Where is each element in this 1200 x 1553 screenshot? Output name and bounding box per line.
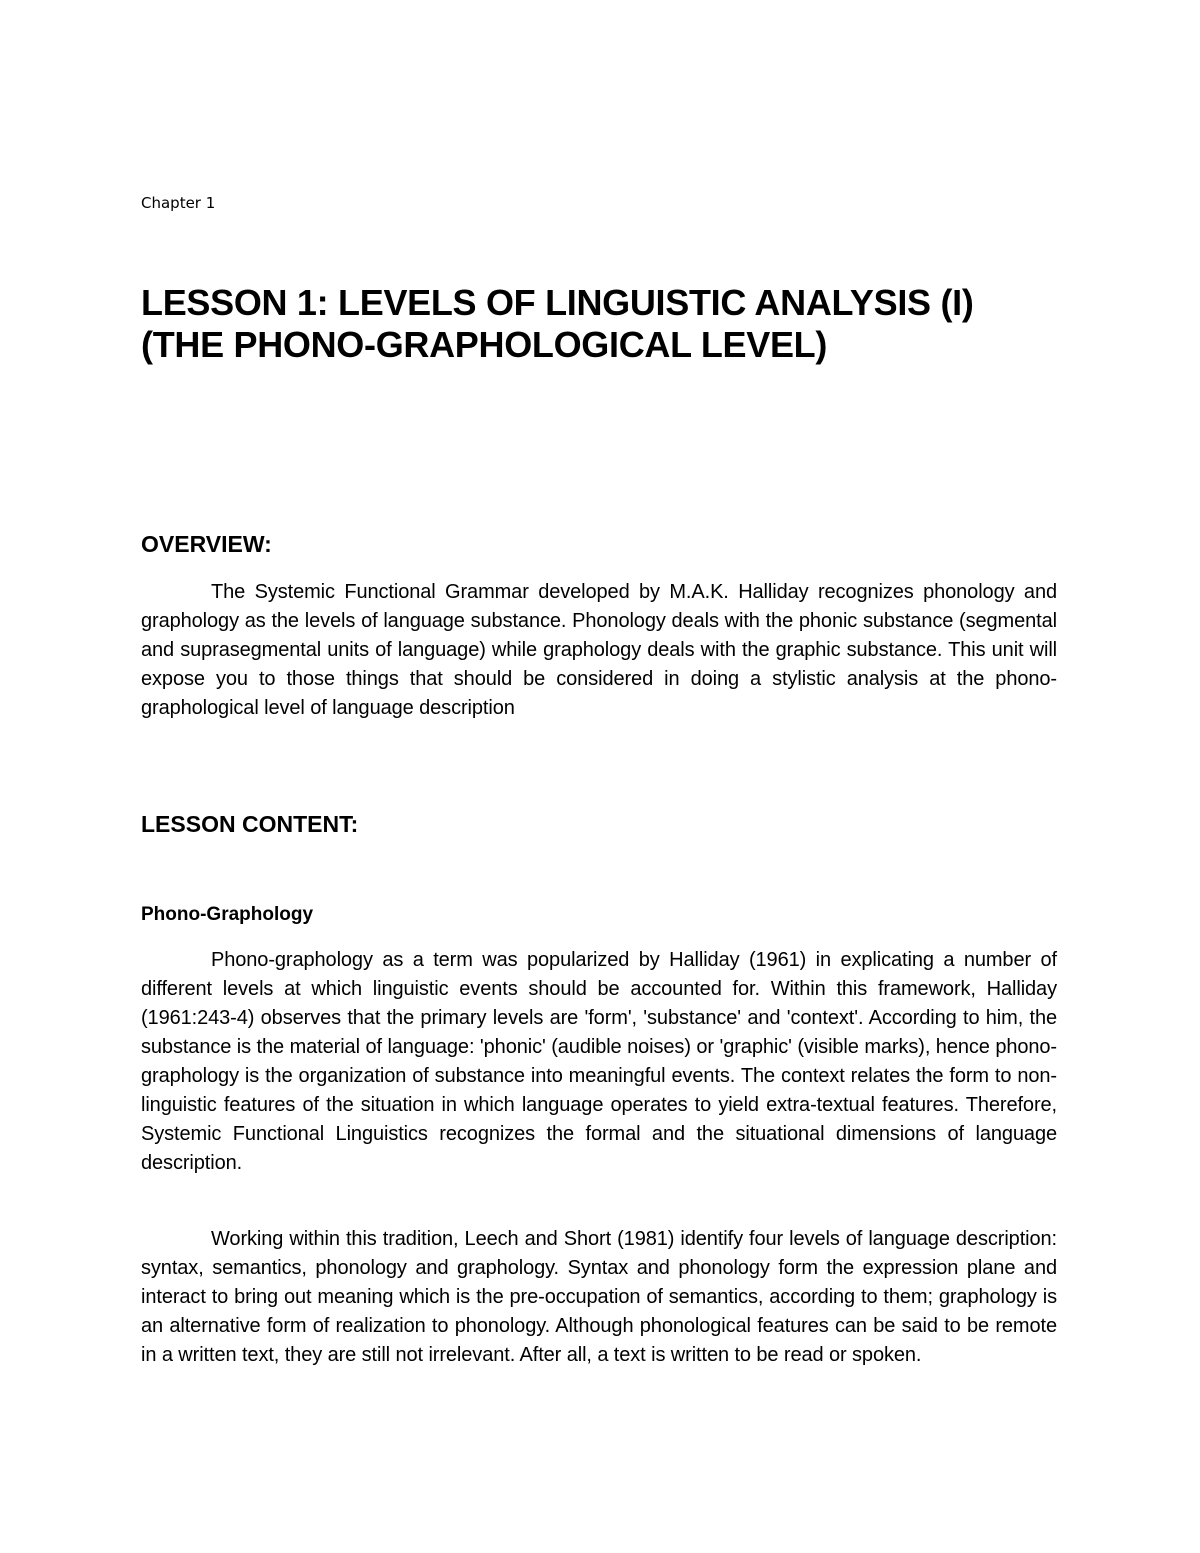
lesson-content-heading: LESSON CONTENT: [141,811,359,837]
document-page [141,0,1057,1553]
overview-heading: OVERVIEW: [141,531,272,557]
lesson-title-line-2: (THE PHONO-GRAPHOLOGICAL LEVEL) [141,324,828,365]
overview-paragraph: The Systemic Functional Grammar developed by M.A.K. Halliday recognizes phonology and graphology as the levels of language substance. Phonology deals with the phonic substance (segmental and suprasegmental units of language) while graphology deals with the graphic substance. This unit will expose you to those things that should be considered in doing a stylistic analysis at the phono-graphological level of language description [141,581,1057,719]
lesson-title-line-1: LESSON 1: LEVELS OF LINGUISTIC ANALYSIS (I) [141,282,974,323]
lesson-title [141,282,1057,366]
body-paragraph: Phono-graphology as a term was popularized by Halliday (1961) in explicating a number of different levels at which linguistic events should be accounted for. Within this framework, Halliday (1961:243-4) observes that the primary levels are 'form', 'substance' and 'context'. According to him, the substance is the material of language: 'phonic' (audible noises) or 'graphic' (visible marks), hence phono-graphology is the organization of substance into meaningful events. The context relates the form to non-linguistic features of the situation in which language operates to yield extra-textual features. Therefore, Systemic Functional Linguistics recognizes the formal and the situational dimensions of language description. [141,949,1057,1174]
chapter-label: Chapter 1 [141,194,216,212]
phono-graphology-heading: Phono-Graphology [141,904,314,925]
body-paragraph: Working within this tradition, Leech and Short (1981) identify four levels of language description: syntax, semantics, phonology and graphology. Syntax and phonology form the expression plane and interact to bring out meaning which is the pre-occupation of semantics, according to them; graphology is an alternative form of realization to phonology. Although phonological features can be said to be remote in a written text, they are still not irrelevant. After all, a text is written to be read or spoken. [141,1228,1057,1366]
